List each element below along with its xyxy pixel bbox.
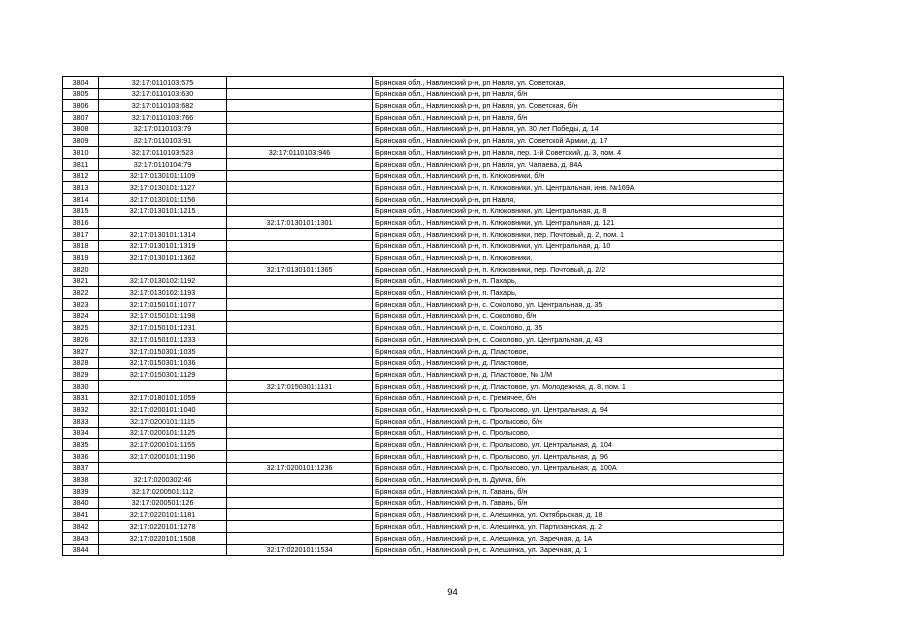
row-number-cell: 3831 — [63, 392, 99, 404]
address-cell: Брянская обл., Навлинский р-н, с. Соколово, б/н — [373, 310, 784, 322]
address-cell: Брянская обл., Навлинский р-н, с. Соколово, ул. Центральная, д. 43 — [373, 334, 784, 346]
address-cell: Брянская обл., Навлинский р-н, рп Навля, б/н — [373, 112, 784, 124]
cadastral-number-cell: 32:17:0110103:575 — [99, 77, 227, 89]
cadastral-number-cell: 32:17:0110103:79 — [99, 123, 227, 135]
row-number-cell: 3835 — [63, 439, 99, 451]
address-cell: Брянская обл., Навлинский р-н, с. Пролысово, б/н — [373, 415, 784, 427]
address-cell: Брянская обл., Навлинский р-н, с. Гремячее, б/н — [373, 392, 784, 404]
cadastral-number-cell: 32:17:0200101:1040 — [99, 404, 227, 416]
address-cell: Брянская обл., Навлинский р-н, с. Соколово, д. 35 — [373, 322, 784, 334]
address-cell: Брянская обл., Навлинский р-н, рп Навля, ул. 30 лет Победы, д. 14 — [373, 123, 784, 135]
address-cell: Брянская обл., Навлинский р-н, рп Навля, ул. Советской Армии, д. 17 — [373, 135, 784, 147]
related-cadastral-number-cell — [227, 322, 373, 334]
table-row — [63, 357, 784, 369]
row-number-cell: 3807 — [63, 112, 99, 124]
address-cell: Брянская обл., Навлинский р-н, с. Пролысово, ул. Центральная, д. 94 — [373, 404, 784, 416]
related-cadastral-number-cell — [227, 521, 373, 533]
address-cell: Брянская обл., Навлинский р-н, п. Гавань, б/н — [373, 486, 784, 498]
row-number-cell: 3832 — [63, 404, 99, 416]
row-number-cell: 3837 — [63, 462, 99, 474]
related-cadastral-number-cell — [227, 486, 373, 498]
address-cell: Брянская обл., Навлинский р-н, п. Клюковники, пер. Почтовый, д. 2/2 — [373, 264, 784, 276]
cadastral-number-cell: 32:17:0150301:1035 — [99, 345, 227, 357]
related-cadastral-number-cell — [227, 100, 373, 112]
address-cell: Брянская обл., Навлинский р-н, с. Пролысово, ул. Центральная, д. 104 — [373, 439, 784, 451]
cadastral-number-cell: 32:17:0110103:630 — [99, 88, 227, 100]
table-row — [63, 451, 784, 463]
cadastral-number-cell: 32:17:0130102:1192 — [99, 275, 227, 287]
related-cadastral-number-cell — [227, 88, 373, 100]
row-number-cell: 3840 — [63, 497, 99, 509]
related-cadastral-number-cell: 32:17:0110103:946 — [227, 147, 373, 159]
row-number-cell: 3827 — [63, 345, 99, 357]
related-cadastral-number-cell — [227, 275, 373, 287]
cadastral-number-cell: 32:17:0200302:46 — [99, 474, 227, 486]
related-cadastral-number-cell — [227, 205, 373, 217]
table-row — [63, 299, 784, 311]
address-cell: Брянская обл., Навлинский р-н, п. Гавань, б/н — [373, 497, 784, 509]
address-cell: Брянская обл., Навлинский р-н, д. Пластовое, ул. Молодежная, д. 8, пом. 1 — [373, 380, 784, 392]
table-row — [63, 345, 784, 357]
table-row — [63, 439, 784, 451]
cadastral-number-cell: 32:17:0150101:1198 — [99, 310, 227, 322]
cadastral-number-cell: 32:17:0110103:523 — [99, 147, 227, 159]
address-cell: Брянская обл., Навлинский р-н, п. Пахарь, — [373, 287, 784, 299]
table-row — [63, 521, 784, 533]
cadastral-number-cell: 32:17:0130101:1319 — [99, 240, 227, 252]
row-number-cell: 3816 — [63, 217, 99, 229]
related-cadastral-number-cell: 32:17:0130101:1365 — [227, 264, 373, 276]
cadastral-number-cell — [99, 264, 227, 276]
address-cell: Брянская обл., Навлинский р-н, с. Алешинка, ул. Заречная, д. 1 — [373, 544, 784, 556]
related-cadastral-number-cell — [227, 404, 373, 416]
row-number-cell: 3822 — [63, 287, 99, 299]
address-cell: Брянская обл., Навлинский р-н, п. Думча, б/н — [373, 474, 784, 486]
table-row — [63, 415, 784, 427]
table-row — [63, 182, 784, 194]
row-number-cell: 3814 — [63, 193, 99, 205]
table-row — [63, 369, 784, 381]
cadastral-number-cell: 32:17:0130102:1193 — [99, 287, 227, 299]
address-cell: Брянская обл., Навлинский р-н, п. Пахарь, — [373, 275, 784, 287]
table-row — [63, 135, 784, 147]
address-cell: Брянская обл., Навлинский р-н, с. Алешинка, ул. Заречная, д. 1А — [373, 532, 784, 544]
cadastral-number-cell: 32:17:0130101:1127 — [99, 182, 227, 194]
related-cadastral-number-cell — [227, 299, 373, 311]
row-number-cell: 3838 — [63, 474, 99, 486]
cadastral-number-cell: 32:17:0110103:91 — [99, 135, 227, 147]
row-number-cell: 3806 — [63, 100, 99, 112]
table-row — [63, 392, 784, 404]
related-cadastral-number-cell — [227, 240, 373, 252]
table-row — [63, 544, 784, 556]
address-cell: Брянская обл., Навлинский р-н, п. Клюковники, ул. Центральная, д. 10 — [373, 240, 784, 252]
row-number-cell: 3811 — [63, 158, 99, 170]
row-number-cell: 3826 — [63, 334, 99, 346]
related-cadastral-number-cell — [227, 310, 373, 322]
related-cadastral-number-cell — [227, 158, 373, 170]
cadastral-number-cell: 32:17:0110103:766 — [99, 112, 227, 124]
cadastral-number-cell — [99, 544, 227, 556]
row-number-cell: 3804 — [63, 77, 99, 89]
table-row — [63, 264, 784, 276]
table-row — [63, 158, 784, 170]
table-row — [63, 170, 784, 182]
related-cadastral-number-cell — [227, 427, 373, 439]
table-row — [63, 287, 784, 299]
address-cell: Брянская обл., Навлинский р-н, с. Соколово, ул. Центральная, д. 35 — [373, 299, 784, 311]
row-number-cell: 3817 — [63, 228, 99, 240]
row-number-cell: 3830 — [63, 380, 99, 392]
cadastral-number-cell: 32:17:0220101:1278 — [99, 521, 227, 533]
address-cell: Брянская обл., Навлинский р-н, д. Пластовое, — [373, 357, 784, 369]
table-row — [63, 147, 784, 159]
row-number-cell: 3823 — [63, 299, 99, 311]
address-cell: Брянская обл., Навлинский р-н, рп Навля, б/н — [373, 88, 784, 100]
table-row — [63, 112, 784, 124]
table-row — [63, 228, 784, 240]
address-cell: Брянская обл., Навлинский р-н, с. Пролысово, — [373, 427, 784, 439]
cadastral-number-cell: 32:17:0130101:1156 — [99, 193, 227, 205]
cadastral-number-cell: 32:17:0220101:1508 — [99, 532, 227, 544]
row-number-cell: 3841 — [63, 509, 99, 521]
related-cadastral-number-cell — [227, 193, 373, 205]
related-cadastral-number-cell — [227, 252, 373, 264]
address-cell: Брянская обл., Навлинский р-н, с. Алешинка, ул. Октябрьская, д. 18 — [373, 509, 784, 521]
row-number-cell: 3842 — [63, 521, 99, 533]
row-number-cell: 3828 — [63, 357, 99, 369]
cadastral-number-cell: 32:17:0110103:682 — [99, 100, 227, 112]
table-row — [63, 486, 784, 498]
related-cadastral-number-cell — [227, 439, 373, 451]
page-number: 94 — [447, 587, 458, 598]
related-cadastral-number-cell — [227, 415, 373, 427]
table-row — [63, 193, 784, 205]
table-row — [63, 404, 784, 416]
cadastral-number-cell: 32:17:0110104:79 — [99, 158, 227, 170]
table-row — [63, 77, 784, 89]
related-cadastral-number-cell: 32:17:0130101:1301 — [227, 217, 373, 229]
address-cell: Брянская обл., Навлинский р-н, с. Пролысово, ул. Центральная, д. 100А — [373, 462, 784, 474]
row-number-cell: 3821 — [63, 275, 99, 287]
cadastral-number-cell: 32:17:0200101:1115 — [99, 415, 227, 427]
cadastral-number-cell: 32:17:0200501:126 — [99, 497, 227, 509]
address-cell: Брянская обл., Навлинский р-н, рп Навля, ул. Советская, б/н — [373, 100, 784, 112]
related-cadastral-number-cell: 32:17:0150301:1131 — [227, 380, 373, 392]
related-cadastral-number-cell — [227, 451, 373, 463]
cadastral-number-cell — [99, 380, 227, 392]
address-cell: Брянская обл., Навлинский р-н, рп Навля, ул. Чапаева, д. 84А — [373, 158, 784, 170]
row-number-cell: 3825 — [63, 322, 99, 334]
row-number-cell: 3805 — [63, 88, 99, 100]
related-cadastral-number-cell — [227, 112, 373, 124]
table-row — [63, 217, 784, 229]
related-cadastral-number-cell — [227, 345, 373, 357]
related-cadastral-number-cell — [227, 77, 373, 89]
cadastral-number-cell: 32:17:0220101:1181 — [99, 509, 227, 521]
address-cell: Брянская обл., Навлинский р-н, с. Пролысово, ул. Центральная, д. 96 — [373, 451, 784, 463]
related-cadastral-number-cell — [227, 170, 373, 182]
related-cadastral-number-cell — [227, 135, 373, 147]
table-row — [63, 252, 784, 264]
cadastral-number-cell: 32:17:0200101:1196 — [99, 451, 227, 463]
related-cadastral-number-cell — [227, 123, 373, 135]
cadastral-number-cell: 32:17:0180101:1059 — [99, 392, 227, 404]
table-row — [63, 509, 784, 521]
row-number-cell: 3820 — [63, 264, 99, 276]
address-cell: Брянская обл., Навлинский р-н, с. Алешинка, ул. Партизанская, д. 2 — [373, 521, 784, 533]
cadastral-number-cell: 32:17:0130101:1215 — [99, 205, 227, 217]
address-cell: Брянская обл., Навлинский р-н, п. Клюковники, б/н — [373, 170, 784, 182]
row-number-cell: 3810 — [63, 147, 99, 159]
table-row — [63, 240, 784, 252]
related-cadastral-number-cell — [227, 287, 373, 299]
row-number-cell: 3808 — [63, 123, 99, 135]
cadastral-number-cell: 32:17:0150301:1129 — [99, 369, 227, 381]
cadastral-number-cell: 32:17:0150301:1036 — [99, 357, 227, 369]
table-row — [63, 380, 784, 392]
cadastral-number-cell — [99, 217, 227, 229]
table-row — [63, 205, 784, 217]
row-number-cell: 3815 — [63, 205, 99, 217]
registry-table-body — [63, 77, 784, 556]
address-cell: Брянская обл., Навлинский р-н, рп Навля, ул. Советская, — [373, 77, 784, 89]
related-cadastral-number-cell — [227, 357, 373, 369]
row-number-cell: 3843 — [63, 532, 99, 544]
cadastral-number-cell — [99, 462, 227, 474]
cadastral-number-cell: 32:17:0200501:112 — [99, 486, 227, 498]
table-row — [63, 334, 784, 346]
address-cell: Брянская обл., Навлинский р-н, п. Клюковники, ул. Центральная, инв. №169А — [373, 182, 784, 194]
cadastral-number-cell: 32:17:0150101:1077 — [99, 299, 227, 311]
related-cadastral-number-cell: 32:17:0200101:1236 — [227, 462, 373, 474]
cadastral-number-cell: 32:17:0130101:1362 — [99, 252, 227, 264]
row-number-cell: 3824 — [63, 310, 99, 322]
row-number-cell: 3829 — [63, 369, 99, 381]
cadastral-number-cell: 32:17:0130101:1314 — [99, 228, 227, 240]
table-row — [63, 497, 784, 509]
table-row — [63, 310, 784, 322]
related-cadastral-number-cell — [227, 369, 373, 381]
address-cell: Брянская обл., Навлинский р-н, рп Навля, — [373, 193, 784, 205]
row-number-cell: 3844 — [63, 544, 99, 556]
related-cadastral-number-cell — [227, 509, 373, 521]
row-number-cell: 3818 — [63, 240, 99, 252]
table-row — [63, 427, 784, 439]
table-row — [63, 88, 784, 100]
registry-table — [62, 76, 784, 556]
row-number-cell: 3812 — [63, 170, 99, 182]
related-cadastral-number-cell — [227, 497, 373, 509]
table-row — [63, 462, 784, 474]
table-row — [63, 532, 784, 544]
address-cell: Брянская обл., Навлинский р-н, п. Клюковники, ул. Центральная, д. 8 — [373, 205, 784, 217]
row-number-cell: 3833 — [63, 415, 99, 427]
row-number-cell: 3839 — [63, 486, 99, 498]
row-number-cell: 3819 — [63, 252, 99, 264]
address-cell: Брянская обл., Навлинский р-н, д. Пластовое, № 1/М — [373, 369, 784, 381]
cadastral-number-cell: 32:17:0150101:1233 — [99, 334, 227, 346]
row-number-cell: 3813 — [63, 182, 99, 194]
address-cell: Брянская обл., Навлинский р-н, п. Клюковники, пер. Почтовый, д. 2, пом. 1 — [373, 228, 784, 240]
related-cadastral-number-cell: 32:17:0220101:1534 — [227, 544, 373, 556]
address-cell: Брянская обл., Навлинский р-н, п. Клюковники, ул. Центральная, д. 121 — [373, 217, 784, 229]
cadastral-number-cell: 32:17:0200101:1155 — [99, 439, 227, 451]
related-cadastral-number-cell — [227, 532, 373, 544]
address-cell: Брянская обл., Навлинский р-н, п. Клюковники, — [373, 252, 784, 264]
address-cell: Брянская обл., Навлинский р-н, рп Навля, пер. 1-й Советский, д. 3, пом. 4 — [373, 147, 784, 159]
cadastral-number-cell: 32:17:0200101:1125 — [99, 427, 227, 439]
cadastral-number-cell: 32:17:0150101:1231 — [99, 322, 227, 334]
cadastral-number-cell: 32:17:0130101:1109 — [99, 170, 227, 182]
row-number-cell: 3834 — [63, 427, 99, 439]
related-cadastral-number-cell — [227, 392, 373, 404]
table-row — [63, 322, 784, 334]
related-cadastral-number-cell — [227, 334, 373, 346]
row-number-cell: 3809 — [63, 135, 99, 147]
table-row — [63, 275, 784, 287]
address-cell: Брянская обл., Навлинский р-н, д. Пластовое, — [373, 345, 784, 357]
table-row — [63, 123, 784, 135]
related-cadastral-number-cell — [227, 228, 373, 240]
table-row — [63, 474, 784, 486]
table-row — [63, 100, 784, 112]
related-cadastral-number-cell — [227, 474, 373, 486]
related-cadastral-number-cell — [227, 182, 373, 194]
row-number-cell: 3836 — [63, 451, 99, 463]
